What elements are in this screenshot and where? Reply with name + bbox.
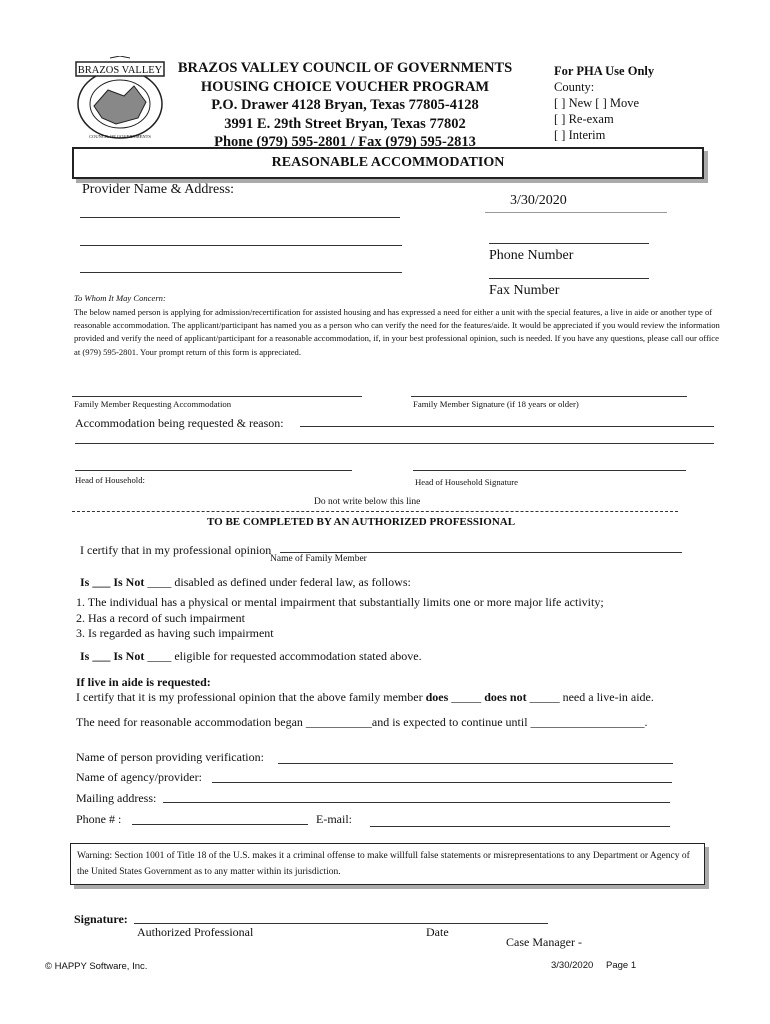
verifier-name-label: Name of person providing verification: [76,750,264,764]
mailing-label: Mailing address: [76,791,157,805]
aide-text-b: _____ need a live-in aide. [526,690,654,704]
cut-line [72,511,678,512]
aide-blank[interactable]: _____ [448,690,485,704]
footer-date: 3/30/2020 [551,960,594,971]
criterion-2: 2. Has a record of such impairment [76,610,245,625]
disability-rest: ____ disabled as defined under federal law, as follows: [144,575,411,589]
header-line5: Phone (979) 595-2801 / Fax (979) 595-2813 [214,134,476,150]
provider-line-3[interactable] [80,272,402,273]
pha-use-box [554,63,654,143]
aide-title: If live in aide is requested: [76,675,211,689]
aide-statement [76,690,654,705]
form-title: REASONABLE ACCOMMODATION [271,155,505,170]
header-line1: BRAZOS VALLEY COUNCIL OF GOVERNMENTS [177,60,513,76]
verifier-name-line[interactable] [278,763,673,764]
do-not-write: Do not write below this line [314,497,421,507]
is-label[interactable]: Is ___ [80,575,114,589]
header-line2: HOUSING CHOICE VOUCHER PROGRAM [200,78,490,95]
pha-new-move[interactable]: [ ] New [ ] Move [554,96,640,110]
pha-interim[interactable]: [ ] Interim [554,128,606,142]
family-member-name-line[interactable] [280,552,682,553]
phone-num-line[interactable] [132,824,308,825]
case-manager-label: Case Manager - [506,935,582,949]
salutation: To Whom It May Concern: [74,293,166,303]
email-line[interactable] [370,826,670,827]
pha-county: County: [554,80,595,94]
certify-label: I certify that in my professional opinion [80,543,272,557]
aide-does-not[interactable]: does not [484,690,527,704]
head-signature-label: Head of Household Signature [415,477,519,487]
provider-label: Provider Name & Address: [82,182,235,197]
criterion-3: 3. Is regarded as having such impairment [76,626,274,640]
form-title-box [72,147,704,179]
header-line3: P.O. Drawer 4128 Bryan, Texas 77805-4128 [211,97,479,113]
is-label-2[interactable]: Is ___ [80,649,114,663]
family-signature-line[interactable] [411,396,687,397]
phone-line[interactable] [489,243,649,244]
header-line4: 3991 E. 29th Street Bryan, Texas 77802 [224,115,466,132]
date-value[interactable]: 3/30/2020 [510,193,567,208]
accommodation-line-1[interactable] [300,426,714,427]
accommodation-line-2[interactable] [75,443,714,444]
is-not-label[interactable]: Is Not [113,575,145,589]
provider-line-1[interactable] [80,217,400,218]
warning-box: Warning: Section 1001 of Title 18 of the U.S. makes it a criminal offense to make willfull false statements or misrepresentations to any Department or Agency of the United States Government as to any matter within its jurisdiction. [70,843,705,885]
eligibility-statement [80,649,422,664]
need-began[interactable]: The need for reasonable accommodation began ___________and is expected to continue until ___________________. [76,715,648,729]
fax-label: Fax Number [489,283,560,298]
agency-line[interactable] [212,782,672,783]
aide-does[interactable]: does [425,690,449,704]
logo-text: BRAZOS VALLEY [77,65,163,76]
criteria-list [76,595,604,642]
fax-line[interactable] [489,278,649,279]
criterion-1: 1. The individual has a physical or mental impairment that substantially limits one or more major life activity; [76,595,604,609]
family-member-line[interactable] [72,396,362,397]
footer-page: Page 1 [606,960,637,971]
intro-paragraph: The below named person is applying for admission/recertification for assisted housing and has expressed a need for either a unit with the special features, a live in aide or another type of reasonable accommodation. The applicant/participant has named you as a person who can verify the need for the features/aide. It would be appreciated if you would review the information provided and verify the need of applicant/participant for a reasonable accommodation, if, in your best professional opinion, such is needed. If you have any questions, please call our office at (979) 595-2801. Your prompt return of this form is appreciated. [74,307,720,357]
family-member-label: Family Member Requesting Accommodation [74,399,232,409]
date-line [485,212,667,213]
head-household-line[interactable] [75,470,352,471]
phone-num-label: Phone # : [76,812,122,826]
footer-copyright: © HAPPY Software, Inc. [45,961,148,972]
phone-label: Phone Number [489,248,574,263]
head-household-label: Head of Household: [75,475,145,485]
authorized-professional-label: Authorized Professional [137,925,254,939]
accommodation-label: Accommodation being requested & reason: [75,416,284,430]
date-label: Date [426,925,449,939]
eligibility-rest: ____ eligible for requested accommodation stated above. [144,649,422,663]
pha-title: For PHA Use Only [554,64,655,78]
email-label: E-mail: [316,812,352,826]
disability-statement [80,575,411,590]
name-family-member-label: Name of Family Member [270,554,367,564]
pha-reexam[interactable]: [ ] Re-exam [554,112,614,126]
mailing-line[interactable] [163,802,670,803]
logo-arc-text: COUNCIL OF GOVERNMENTS [89,134,151,139]
is-not-label-2[interactable]: Is Not [113,649,145,663]
agency-label: Name of agency/provider: [76,770,202,784]
head-signature-line[interactable] [413,470,686,471]
signature-line[interactable] [134,923,548,924]
provider-line-2[interactable] [80,245,402,246]
family-signature-label: Family Member Signature (if 18 years or older) [413,399,579,409]
agency-header [150,59,540,152]
section-title: TO BE COMPLETED BY AN AUTHORIZED PROFESSIONAL [207,516,516,528]
aide-text-a: I certify that it is my professional opinion that the above family member [76,690,426,704]
signature-label: Signature: [74,912,128,926]
